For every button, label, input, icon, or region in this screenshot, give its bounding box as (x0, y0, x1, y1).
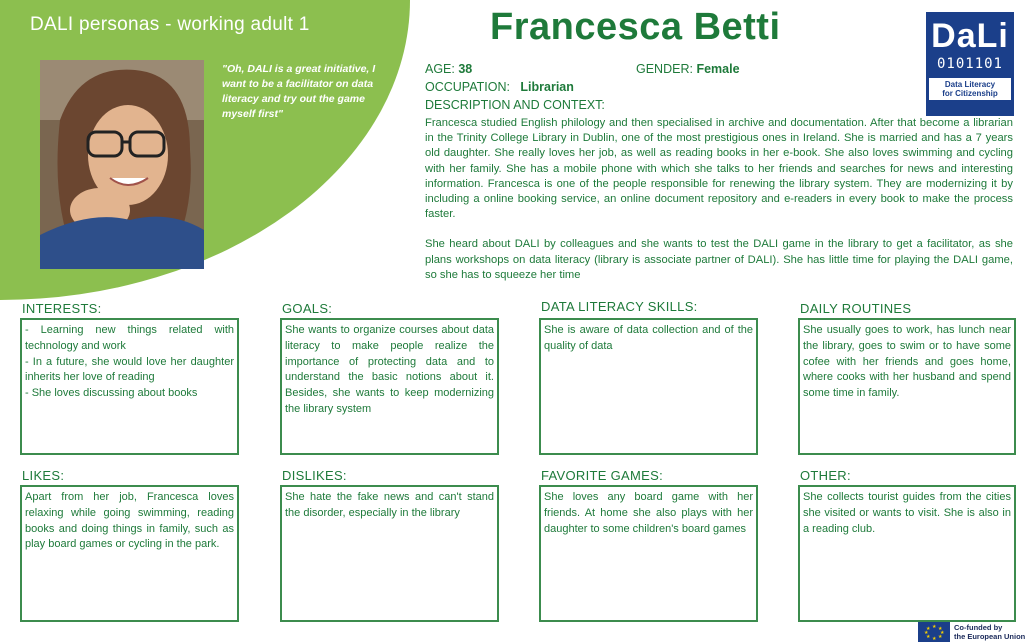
persona-quote: "Oh, DALI is a great initiative, I want to be a facilitator on data literacy and try out the game myself first" (222, 63, 376, 120)
occupation-label: OCCUPATION: (425, 80, 510, 94)
goals-title: GOALS: (282, 301, 333, 316)
logo-title: DaLi (931, 17, 1009, 55)
age-label: AGE: (425, 62, 455, 76)
description-paragraph-1: Francesca studied English philology and then specialised in archive and documentation. After that become a librarian in the Trinity College Library in Dublin, one of the most prestigious ones in Ireland. She is married and has a 7 years old daughter. She really loves her job, as well as reading books in her e-book. She also loves swimming and cycling with her family. She has a mobile phone with which she talks to her friends and searches for news and interesting information. Francesca is one of the people responsible for renewing the library system. They are modernizing it by including a online booking service, an online document repository and e-readers in every book to make the process faster. (425, 117, 1013, 221)
logo-subtitle-line2: for Citizenship (942, 89, 998, 98)
routines-box (798, 318, 1016, 455)
description-paragraph-2: She heard about DALI by colleagues and she wants to test the DALI game in the library to get a facilitator, as she plans workshops on data literacy (library is associate partner of DALI). She has little time for playing the DALI game, so she has to squeeze her time (425, 238, 1013, 281)
description-heading: DESCRIPTION AND CONTEXT: (425, 98, 605, 112)
dislikes-text: She hate the fake news and can't stand the disorder, especially in the library (285, 491, 494, 519)
goals-text: She wants to organize courses about data literacy to make people realize the importance of protecting data and to understand the basic notions about it. Besides, she wants to keep modernizing the library system (285, 324, 494, 415)
interests-item-2: - In a future, she would love her daughter inherits her love of reading (25, 355, 234, 384)
age-value: 38 (458, 62, 473, 76)
other-text: She collects tourist guides from the cities she visited or wants to visit. She is also in a reading club. (803, 491, 1011, 535)
gender-value: Female (696, 62, 740, 76)
interests-title: INTERESTS: (22, 301, 102, 316)
routines-title: DAILY ROUTINES (800, 301, 912, 316)
eu-text (954, 623, 1025, 641)
interests-box (20, 318, 239, 455)
skills-title: DATA LITERACY SKILLS: (541, 299, 698, 314)
goals-box (280, 318, 499, 455)
skills-box (539, 318, 758, 455)
dali-logo (926, 12, 1014, 116)
eu-text-line2: the European Union (954, 632, 1026, 641)
likes-text: Apart from her job, Francesca loves relaxing while going swimming, reading books and doing things in family, such as play board games or cycling in the park. (25, 491, 234, 551)
gender-label: GENDER: (636, 62, 693, 76)
interests-item-3: - She loves discussing about books (25, 387, 198, 400)
persona-tag: DALI personas - working adult 1 (30, 14, 310, 35)
routines-text: She usually goes to work, has lunch near the library, goes to swim or to have some cofee with her friends and goes home, where cooks with her husband and spend some time in family. (803, 324, 1011, 400)
logo-bits: 0101101 (936, 56, 1003, 72)
eu-cofunded-badge (918, 622, 1030, 642)
persona-name: Francesca Betti (490, 6, 781, 48)
logo-subtitle (929, 78, 1011, 100)
persona-photo (40, 60, 204, 269)
games-box (539, 485, 758, 622)
eu-flag-icon: ★ ★ ★ ★ ★ ★ ★ ★ (918, 622, 950, 642)
description-body (425, 116, 1013, 283)
skills-text: She is aware of data collection and of the quality of data (544, 324, 753, 352)
other-title: OTHER: (800, 468, 851, 483)
games-text: She loves any board game with her friends. At home she also plays with her daughter to some children's board games (544, 491, 753, 535)
dislikes-title: DISLIKES: (282, 468, 347, 483)
logo-subtitle-line1: Data Literacy (944, 80, 996, 89)
gender-field (636, 62, 740, 76)
age-field (425, 62, 472, 76)
games-title: FAVORITE GAMES: (541, 468, 664, 483)
interests-item-1: - Learning new things related with technology and work (25, 324, 234, 352)
occupation-field (425, 80, 574, 94)
likes-title: LIKES: (22, 468, 65, 483)
other-box (798, 485, 1016, 622)
likes-box (20, 485, 239, 622)
eu-text-line1: Co-funded by (954, 623, 1003, 632)
dislikes-box (280, 485, 499, 622)
occupation-value: Librarian (520, 80, 574, 94)
